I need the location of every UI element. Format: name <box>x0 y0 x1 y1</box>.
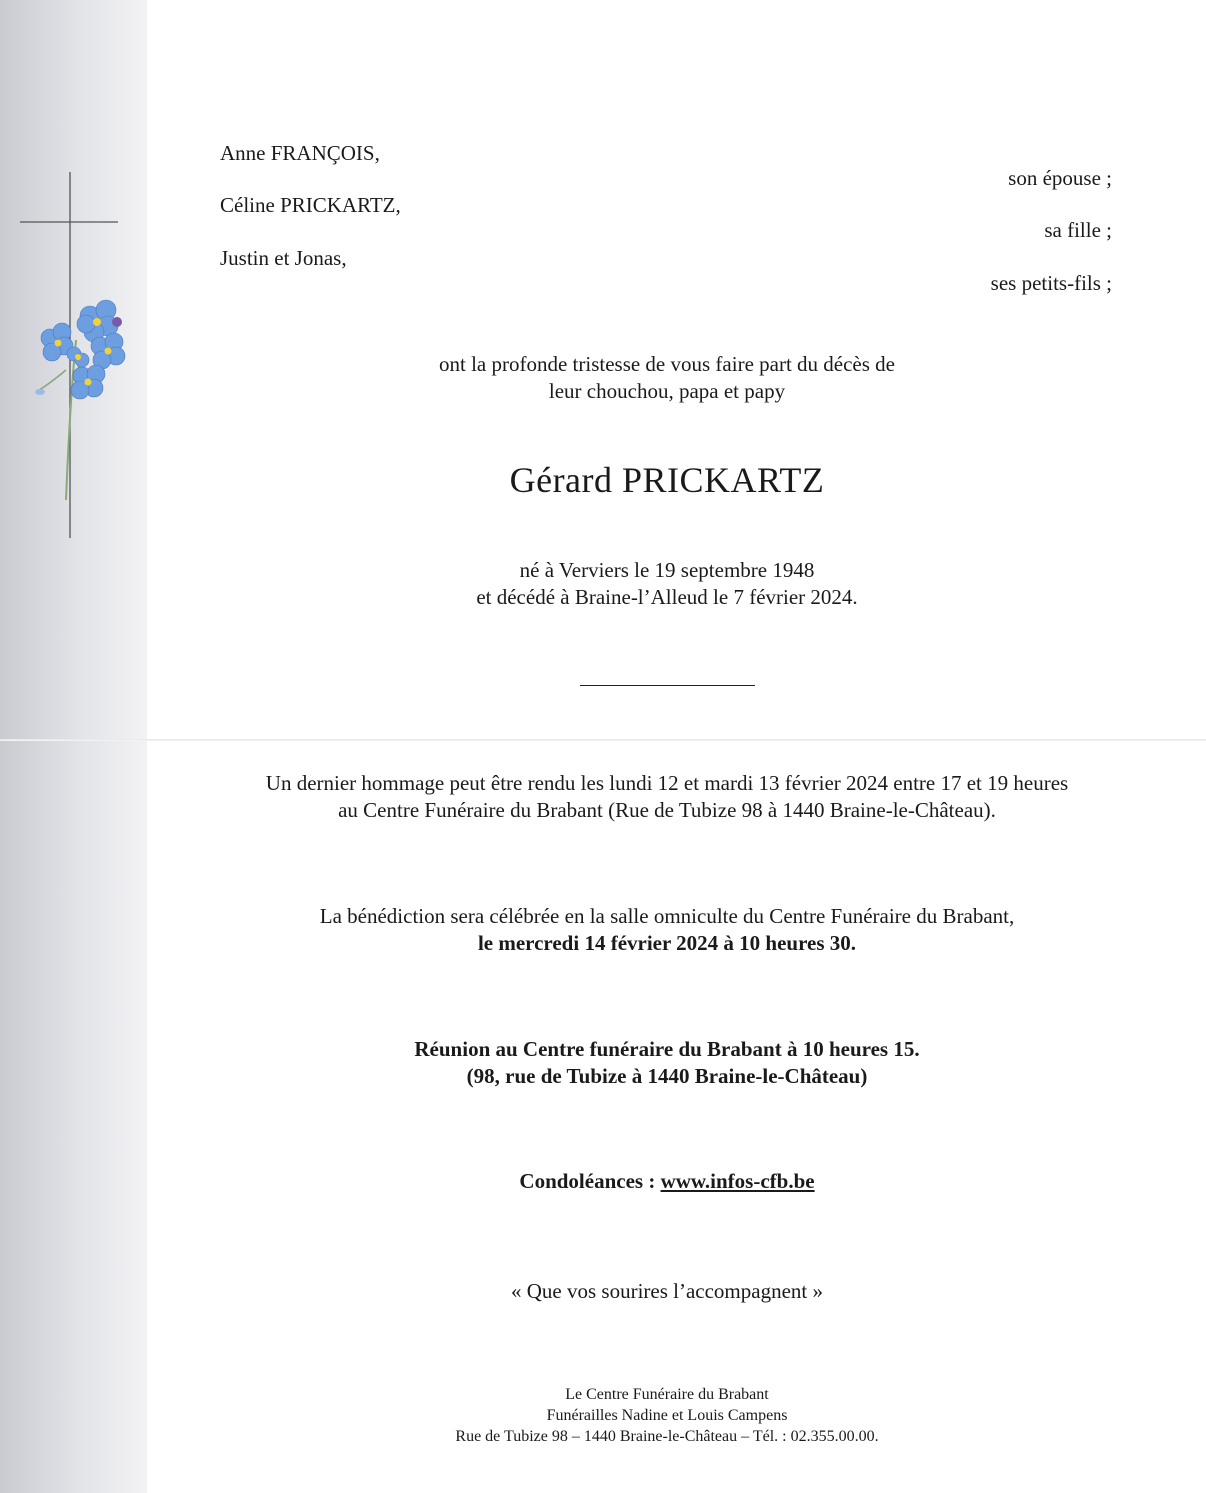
family-relation-2: sa fille ; <box>1044 218 1112 242</box>
footer-line-1: Le Centre Funéraire du Brabant <box>565 1386 769 1403</box>
announcement-line-1: ont la profonde tristesse de vous faire part du décès de <box>438 352 895 376</box>
cross-with-forget-me-not-flowers <box>18 170 128 542</box>
meeting-line-1: Réunion au Centre funéraire du Brabant à 10 heures 15. <box>414 1037 920 1061</box>
death-line: et décédé à Braine-l’Alleud le 7 février 2024. <box>476 585 858 609</box>
meeting-line-2: (98, rue de Tubize à 1440 Braine-le-Château) <box>466 1064 868 1088</box>
condolences <box>147 1168 1187 1195</box>
family-name-2: Céline PRICKARTZ, <box>220 193 401 217</box>
fold-line <box>0 739 1206 741</box>
footer-line-2: Funérailles Nadine et Louis Campens <box>546 1407 788 1424</box>
tribute-line-1: Un dernier hommage peut être rendu les lundi 12 et mardi 13 février 2024 entre 17 et 19 heures <box>265 771 1069 795</box>
condolences-label: Condoléances : <box>519 1169 661 1193</box>
deceased-name: Gérard PRICKARTZ <box>509 460 825 500</box>
footer-line-3: Rue de Tubize 98 – 1440 Braine-le-Château – Tél. : 02.355.00.00. <box>455 1428 879 1445</box>
divider-rule <box>580 685 755 686</box>
family-name-3: Justin et Jonas, <box>220 246 347 270</box>
blessing-line-2: le mercredi 14 février 2024 à 10 heures 30. <box>477 931 857 955</box>
blessing-line-1: La bénédiction sera célébrée en la salle omniculte du Centre Funéraire du Brabant, <box>319 904 1015 928</box>
meeting-info <box>147 1036 1187 1090</box>
quote: « Que vos sourires l’accompagnent » <box>511 1279 823 1303</box>
footer <box>147 1384 1187 1447</box>
tribute-line-2: au Centre Funéraire du Brabant (Rue de Tubize 98 à 1440 Braine-le-Château). <box>338 798 996 822</box>
family-relation-1: son épouse ; <box>1008 166 1112 190</box>
birth-line: né à Verviers le 19 septembre 1948 <box>519 558 815 582</box>
family-relation-3: ses petits-fils ; <box>990 271 1112 295</box>
announcement <box>147 351 1187 405</box>
announcement-line-2: leur chouchou, papa et papy <box>548 379 786 403</box>
tribute-info <box>147 770 1187 824</box>
condolences-link[interactable]: www.infos-cfb.be <box>660 1169 815 1193</box>
blessing-info <box>147 903 1187 957</box>
family-name-1: Anne FRANÇOIS, <box>220 141 380 165</box>
birth-death-dates <box>147 557 1187 611</box>
